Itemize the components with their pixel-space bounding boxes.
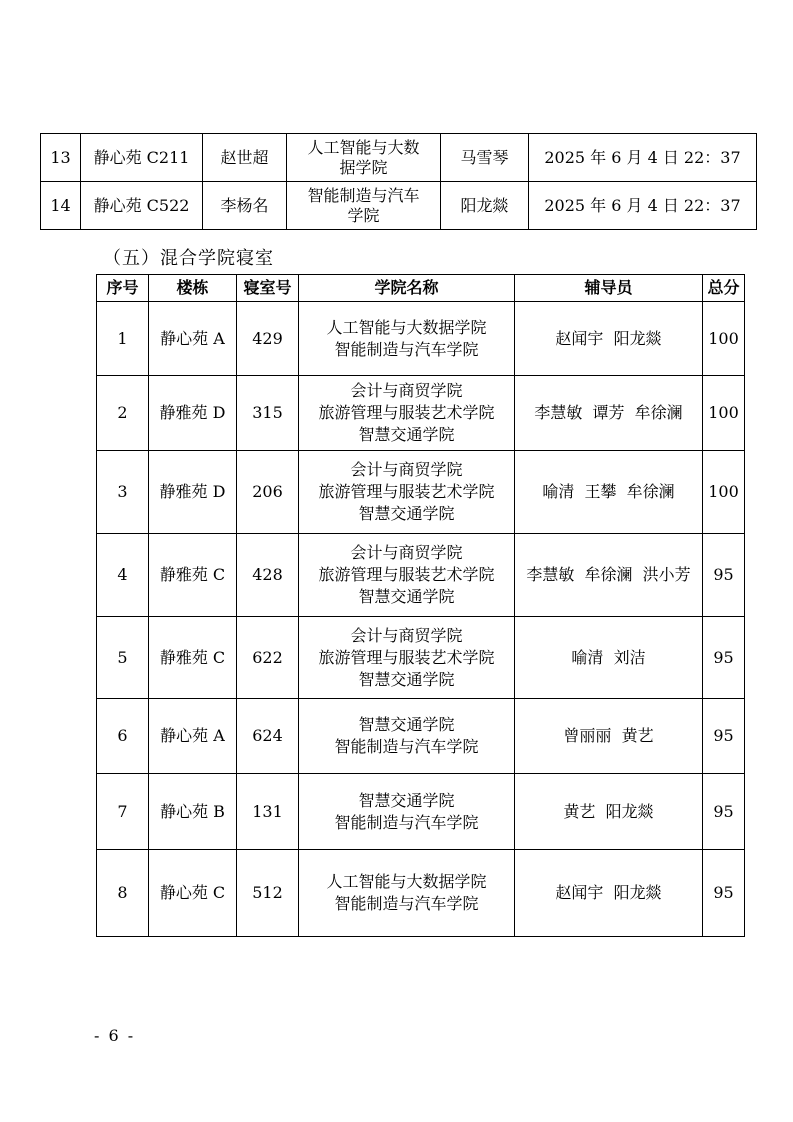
building-cell: 静心苑 B xyxy=(149,774,237,850)
counselor-cell: 喻清 王攀 牟徐澜 xyxy=(515,451,703,534)
table-row xyxy=(97,850,745,937)
college-cell xyxy=(299,774,515,850)
table-row xyxy=(97,699,745,774)
time-cell: 2025 年 6 月 4 日 22：37 xyxy=(529,182,757,230)
score-cell: 95 xyxy=(703,850,745,937)
college-line: 旅游管理与服装艺术学院 xyxy=(318,482,495,501)
college-line: 会计与商贸学院 xyxy=(350,460,463,479)
header-row xyxy=(97,275,745,302)
table-row xyxy=(97,617,745,699)
college-cell xyxy=(299,534,515,617)
table-row xyxy=(97,774,745,850)
college-line: 智慧交通学院 xyxy=(358,504,455,523)
college-line: 会计与商贸学院 xyxy=(350,381,463,400)
table-row xyxy=(97,302,745,376)
college-line: 智慧交通学院 xyxy=(358,587,455,606)
header-score: 总分 xyxy=(703,275,745,302)
college-line: 智能制造与汽车 xyxy=(307,185,420,205)
room-cell: 622 xyxy=(237,617,299,699)
college-cell xyxy=(287,182,441,230)
college-line: 智慧交通学院 xyxy=(358,715,455,734)
college-line: 旅游管理与服装艺术学院 xyxy=(318,565,495,584)
table-row xyxy=(97,451,745,534)
room-cell: 429 xyxy=(237,302,299,376)
score-cell: 100 xyxy=(703,302,745,376)
college-cell xyxy=(287,134,441,182)
row-index: 5 xyxy=(97,617,149,699)
counselor-cell: 马雪琴 xyxy=(441,134,529,182)
header-counselor: 辅导员 xyxy=(515,275,703,302)
row-index: 14 xyxy=(41,182,81,230)
building-cell: 静雅苑 D xyxy=(149,376,237,451)
row-index: 6 xyxy=(97,699,149,774)
room-cell: 315 xyxy=(237,376,299,451)
college-line: 智能制造与汽车学院 xyxy=(334,737,479,756)
room-cell: 428 xyxy=(237,534,299,617)
row-index: 13 xyxy=(41,134,81,182)
college-cell xyxy=(299,850,515,937)
building-cell: 静雅苑 C xyxy=(149,534,237,617)
college-line: 旅游管理与服装艺术学院 xyxy=(318,403,495,422)
college-line: 人工智能与大数据学院 xyxy=(326,872,487,891)
college-line: 人工智能与大数据学院 xyxy=(326,317,487,337)
counselor-cell: 赵闻宇 阳龙燚 xyxy=(515,850,703,937)
college-cell xyxy=(299,451,515,534)
counselor-cell: 曾丽丽 黄艺 xyxy=(515,699,703,774)
college-cell xyxy=(299,376,515,451)
college-line: 人工智能与大数 xyxy=(307,137,420,157)
score-cell: 95 xyxy=(703,774,745,850)
college-line: 智能制造与汽车学院 xyxy=(334,812,479,832)
building-cell: 静心苑 A xyxy=(149,699,237,774)
table-row xyxy=(41,182,757,230)
table-row xyxy=(41,134,757,182)
score-cell: 95 xyxy=(703,699,745,774)
row-index: 3 xyxy=(97,451,149,534)
counselor-cell: 赵闻宇 阳龙燚 xyxy=(515,302,703,376)
counselor-cell: 喻清 刘洁 xyxy=(515,617,703,699)
room-cell: 131 xyxy=(237,774,299,850)
college-cell xyxy=(299,302,515,376)
row-index: 8 xyxy=(97,850,149,937)
college-line: 旅游管理与服装艺术学院 xyxy=(318,647,495,667)
header-building: 楼栋 xyxy=(149,275,237,302)
counselor-cell: 李慧敏 牟徐澜 洪小芳 xyxy=(515,534,703,617)
table-row xyxy=(97,534,745,617)
header-index: 序号 xyxy=(97,275,149,302)
building-cell: 静心苑 C xyxy=(149,850,237,937)
room-cell: 206 xyxy=(237,451,299,534)
time-cell: 2025 年 6 月 4 日 22：37 xyxy=(529,134,757,182)
college-line: 学院 xyxy=(347,205,380,225)
header-room: 寝室号 xyxy=(237,275,299,302)
college-cell xyxy=(299,617,515,699)
score-cell: 100 xyxy=(703,376,745,451)
college-cell xyxy=(299,699,515,774)
row-index: 1 xyxy=(97,302,149,376)
header-college: 学院名称 xyxy=(299,275,515,302)
building-cell: 静雅苑 D xyxy=(149,451,237,534)
building-cell: 静心苑 A xyxy=(149,302,237,376)
building-cell: 静心苑 C522 xyxy=(81,182,203,230)
building-cell: 静心苑 C211 xyxy=(81,134,203,182)
college-line: 智慧交通学院 xyxy=(358,669,455,689)
counselor-cell: 阳龙燚 xyxy=(441,182,529,230)
building-cell: 静雅苑 C xyxy=(149,617,237,699)
score-cell: 95 xyxy=(703,617,745,699)
college-line: 智慧交通学院 xyxy=(358,425,455,444)
college-line: 智慧交通学院 xyxy=(358,790,455,810)
college-line: 智能制造与汽车学院 xyxy=(334,894,479,913)
table-row xyxy=(97,376,745,451)
row-index: 2 xyxy=(97,376,149,451)
name-cell: 赵世超 xyxy=(203,134,287,182)
row-index: 7 xyxy=(97,774,149,850)
score-cell: 95 xyxy=(703,534,745,617)
score-cell: 100 xyxy=(703,451,745,534)
college-line: 会计与商贸学院 xyxy=(350,543,463,562)
college-line: 据学院 xyxy=(339,157,388,177)
college-line: 智能制造与汽车学院 xyxy=(334,339,479,359)
row-index: 4 xyxy=(97,534,149,617)
page-number: - 6 - xyxy=(94,1026,136,1045)
counselor-cell: 李慧敏 谭芳 牟徐澜 xyxy=(515,376,703,451)
name-cell: 李杨名 xyxy=(203,182,287,230)
college-line: 会计与商贸学院 xyxy=(350,625,463,645)
top-table xyxy=(40,133,757,230)
room-cell: 624 xyxy=(237,699,299,774)
room-cell: 512 xyxy=(237,850,299,937)
section-heading: （五）混合学院寝室 xyxy=(103,248,274,269)
counselor-cell: 黄艺 阳龙燚 xyxy=(515,774,703,850)
mixed-college-dorm-table xyxy=(96,274,745,937)
